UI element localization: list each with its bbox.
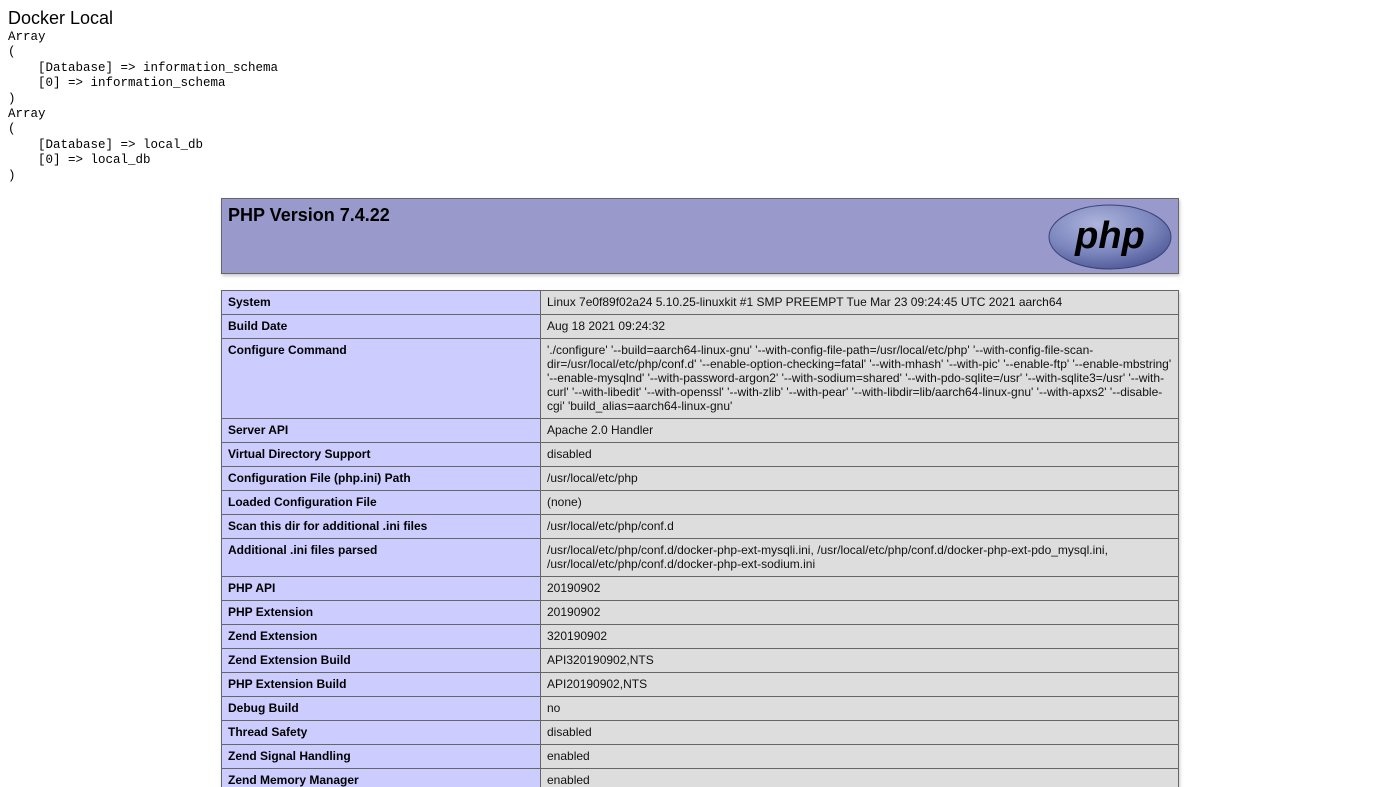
info-value: API20190902,NTS	[541, 673, 1179, 697]
php-logo-text: php	[1075, 215, 1145, 257]
info-row	[222, 649, 1179, 673]
phpinfo-header	[221, 198, 1179, 274]
info-value: Apache 2.0 Handler	[541, 419, 1179, 443]
info-value: Aug 18 2021 09:24:32	[541, 315, 1179, 339]
info-key: System	[222, 291, 541, 315]
info-row	[222, 721, 1179, 745]
info-value: enabled	[541, 745, 1179, 769]
info-row	[222, 515, 1179, 539]
info-value: disabled	[541, 721, 1179, 745]
phpinfo-table	[221, 290, 1179, 787]
info-value: /usr/local/etc/php/conf.d/docker-php-ext-mysqli.ini, /usr/local/etc/php/conf.d/docker-php-ext-pdo_mysql.ini, /usr/local/etc/php/conf.d/docker-php-ext-sodium.ini	[541, 539, 1179, 577]
info-value: 20190902	[541, 577, 1179, 601]
phpinfo-container	[221, 198, 1179, 787]
info-value: /usr/local/etc/php	[541, 467, 1179, 491]
info-key: Scan this dir for additional .ini files	[222, 515, 541, 539]
info-row	[222, 745, 1179, 769]
info-row	[222, 601, 1179, 625]
info-row	[222, 467, 1179, 491]
info-row	[222, 697, 1179, 721]
info-key: Configure Command	[222, 339, 541, 419]
info-row	[222, 673, 1179, 697]
php-logo-icon[interactable]	[1048, 204, 1172, 270]
info-row	[222, 291, 1179, 315]
database-dump-output: Array ( [Database] => information_schema [0] => information_schema ) Array ( [Database] => local_db [0] => local_db )	[8, 30, 279, 183]
info-row	[222, 577, 1179, 601]
info-key: PHP Extension	[222, 601, 541, 625]
info-value: disabled	[541, 443, 1179, 467]
info-row	[222, 539, 1179, 577]
info-key: Virtual Directory Support	[222, 443, 541, 467]
info-key: Thread Safety	[222, 721, 541, 745]
info-row	[222, 443, 1179, 467]
info-value: /usr/local/etc/php/conf.d	[541, 515, 1179, 539]
info-row	[222, 491, 1179, 515]
info-key: PHP Extension Build	[222, 673, 541, 697]
info-value: enabled	[541, 769, 1179, 787]
info-key: Server API	[222, 419, 541, 443]
info-key: Additional .ini files parsed	[222, 539, 541, 577]
info-value: 320190902	[541, 625, 1179, 649]
info-value: './configure' '--build=aarch64-linux-gnu' '--with-config-file-path=/usr/local/etc/php' '--with-config-file-scan-dir=/usr/local/etc/php/conf.d' '--enable-option-checking=fatal' '--with-mhash' '--with-pic' '--enable-ftp' '--enable-mbstring' '--enable-mysqlnd' '--with-password-argon2' '--with-sodium=shared' '--with-pdo-sqlite=/usr' '--with-sqlite3=/usr' '--with-curl' '--with-libedit' '--with-openssl' '--with-zlib' '--with-pear' '--with-libdir=lib/aarch64-linux-gnu' '--with-apxs2' '--disable-cgi' 'build_alias=aarch64-linux-gnu'	[541, 339, 1179, 419]
info-row	[222, 339, 1179, 419]
info-row	[222, 315, 1179, 339]
info-key: Zend Signal Handling	[222, 745, 541, 769]
info-value: (none)	[541, 491, 1179, 515]
info-key: Build Date	[222, 315, 541, 339]
info-row	[222, 769, 1179, 787]
info-row	[222, 419, 1179, 443]
info-key: Loaded Configuration File	[222, 491, 541, 515]
info-key: Configuration File (php.ini) Path	[222, 467, 541, 491]
info-key: Zend Extension	[222, 625, 541, 649]
info-key: Zend Extension Build	[222, 649, 541, 673]
info-value: API320190902,NTS	[541, 649, 1179, 673]
php-version-title: PHP Version 7.4.22	[228, 205, 390, 225]
info-value: no	[541, 697, 1179, 721]
info-value: Linux 7e0f89f02a24 5.10.25-linuxkit #1 SMP PREEMPT Tue Mar 23 09:24:45 UTC 2021 aarch64	[541, 291, 1179, 315]
info-key: PHP API	[222, 577, 541, 601]
info-key: Zend Memory Manager	[222, 769, 541, 787]
page-heading: Docker Local	[8, 8, 114, 28]
info-row	[222, 625, 1179, 649]
info-key: Debug Build	[222, 697, 541, 721]
info-value: 20190902	[541, 601, 1179, 625]
